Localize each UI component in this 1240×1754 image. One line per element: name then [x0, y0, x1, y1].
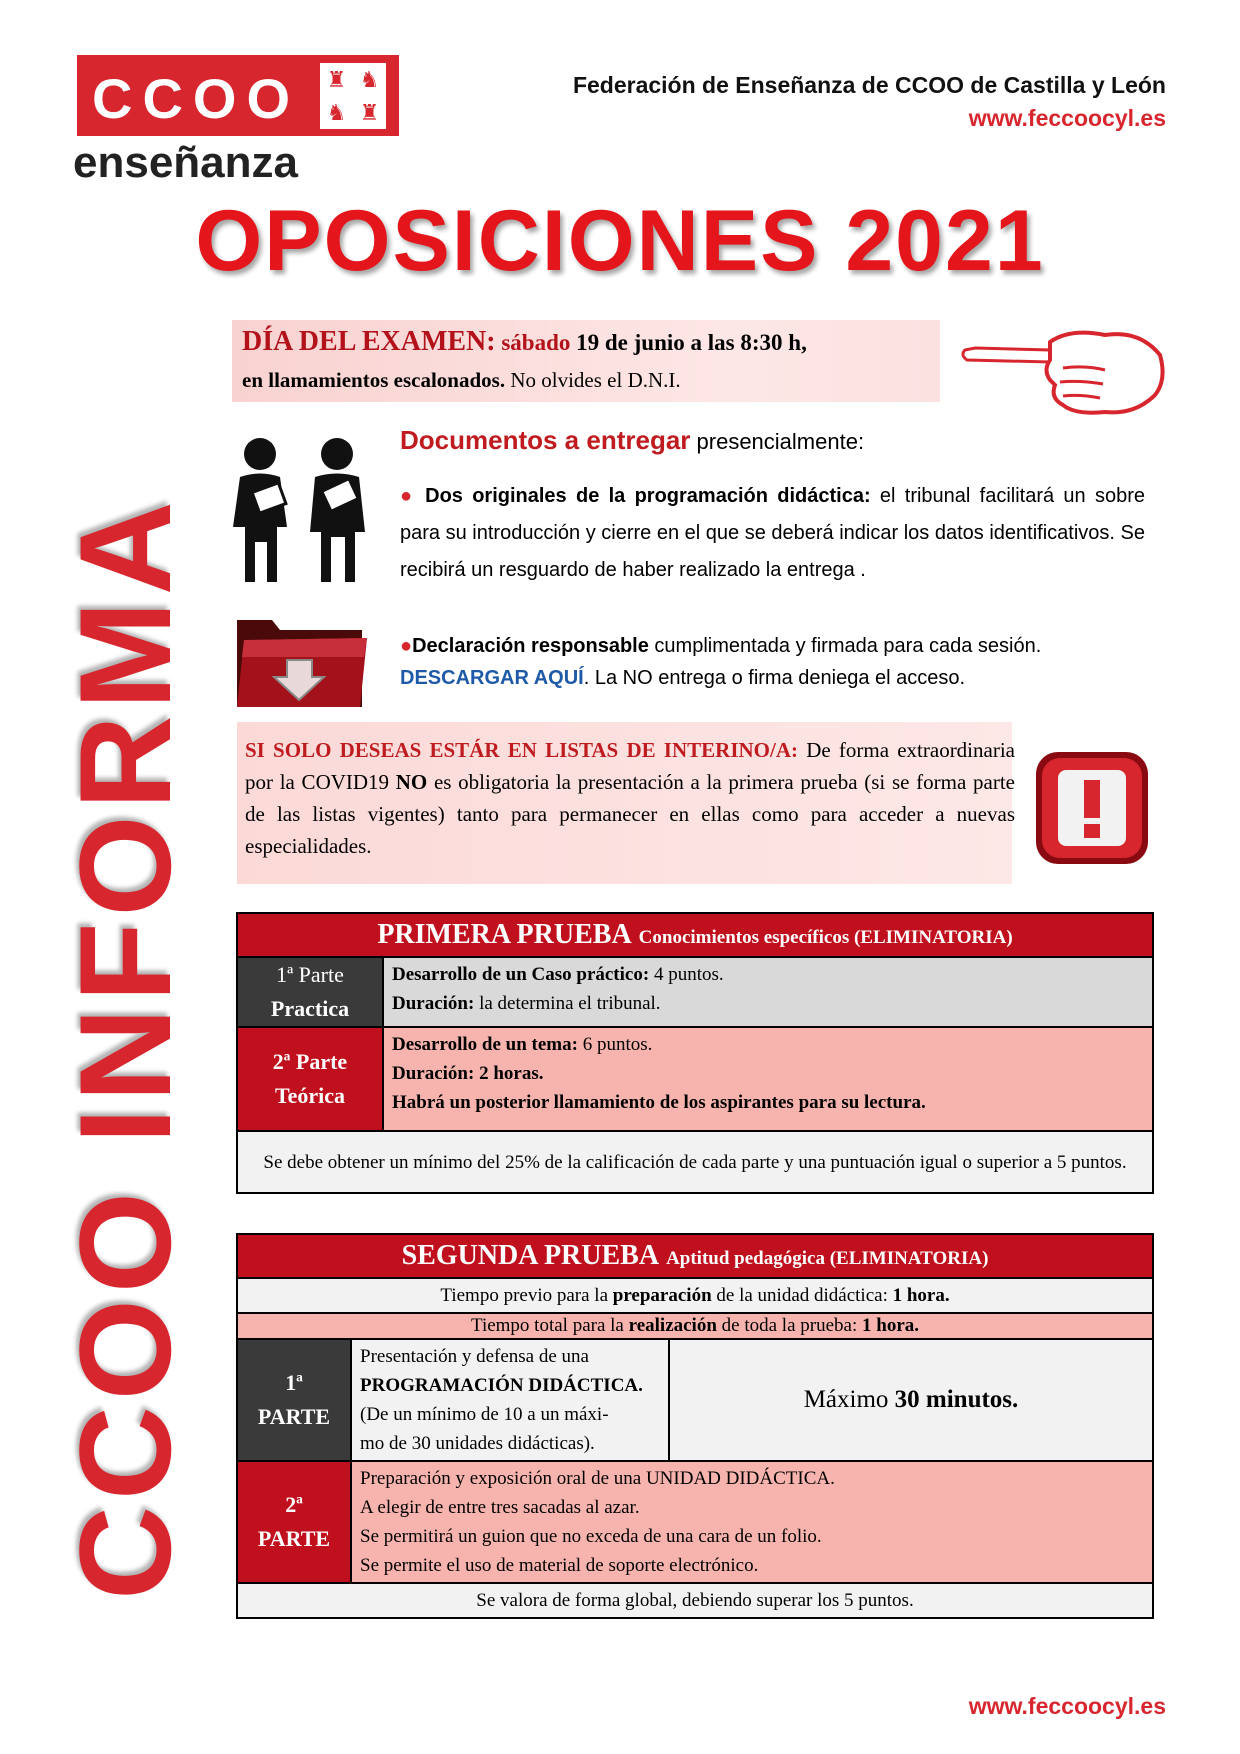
exam-day-line2: en llamamientos escalonados. No olvides el D.N.I.: [242, 368, 681, 392]
documents-item-programacion: ● Dos originales de la programación didáctica: el tribunal facilitará un sobre para su introducción y cierre en el que se deberá indicar los datos identificativos. Se recibirá un resguardo de haber realizado la entrega .: [400, 485, 1146, 581]
documents-item-declaracion: ●Declaración responsable cumplimentada y firmada para cada sesión. DESCARGAR AQUÍ. La NO entrega o firma deniega el acceso.: [400, 635, 1042, 689]
logo-text: CCOO: [92, 67, 300, 130]
primera-prueba-table: [236, 912, 1154, 1194]
interino-notice: [237, 722, 1015, 884]
exam-day-box: [232, 320, 940, 402]
primera-part2-content: Desarrollo de un tema: 6 puntos. Duración: 2 horas. Habrá un posterior llamamiento de los aspirantes para su lectura.: [383, 1027, 1153, 1131]
segunda-part2-label: 2ª PARTE: [237, 1461, 351, 1583]
vertical-banner: CCOO INFORMA: [52, 495, 198, 1600]
primera-footer: Se debe obtener un mínimo del 25% de la calificación de cada parte y una puntuación igual o superior a 5 puntos.: [237, 1131, 1153, 1193]
warning-icon: [1032, 748, 1152, 873]
primera-part2-label: 2ª Parte Teórica: [237, 1027, 383, 1131]
primera-part1-content: Desarrollo de un Caso práctico: 4 puntos. Duración: la determina el tribunal.: [383, 957, 1153, 1027]
download-folder-icon: [232, 612, 372, 717]
segunda-part1-content: Presentación y defensa de una PROGRAMACIÓN DIDÁCTICA. (De un mínimo de 10 a un máxi- mo de 30 unidades didácticas).: [351, 1339, 669, 1461]
primera-part1-label: 1ª Parte Practica: [237, 957, 383, 1027]
people-documents-icon: [215, 432, 385, 597]
segunda-prueba-table: [236, 1233, 1154, 1619]
exam-day-label: DÍA DEL EXAMEN:: [242, 326, 496, 357]
bullet-icon: ●: [400, 485, 426, 507]
segunda-prueba-header: SEGUNDA PRUEBA Aptitud pedagógica (ELIMINATORIA): [237, 1234, 1153, 1278]
logo-subtitle: enseñanza: [73, 138, 298, 187]
pointing-hand-icon: [955, 320, 1175, 425]
documents-heading: Documentos a entregar presencialmente:: [400, 425, 865, 455]
download-link[interactable]: DESCARGAR AQUÍ: [400, 667, 584, 689]
exam-date: 19 de junio a las 8:30 h,: [576, 330, 807, 355]
segunda-realizacion-row: Tiempo total para la realización de toda la prueba: 1 hora.: [237, 1313, 1153, 1339]
segunda-part1-label: 1ª PARTE: [237, 1339, 351, 1461]
segunda-preparacion-row: Tiempo previo para la preparación de la unidad didáctica: 1 hora.: [237, 1278, 1153, 1313]
segunda-part1-max: Máximo 30 minutos.: [669, 1339, 1153, 1461]
exam-weekday: sábado: [501, 330, 571, 355]
interino-text: SI SOLO DESEAS ESTÁR EN LISTAS DE INTERINO/A: De forma extraordinaria por la COVID19 NO es obligatoria la presentación a la primera prueba (si se forma parte de las listas vigentes) tanto para permanecer en ellas como para acceder a nuevas especialidades.: [245, 738, 1015, 858]
website-link-top[interactable]: www.feccoocyl.es: [968, 105, 1166, 131]
segunda-part2-content: Preparación y exposición oral de una UNIDAD DIDÁCTICA. A elegir de entre tres sacadas al azar. Se permitirá un guion que no exceda de una cara de un folio. Se permite el uso de material de soporte electrónico.: [351, 1461, 1153, 1583]
castilla-leon-shield-icon: ♜ ♞ ♞ ♜: [320, 63, 386, 129]
segunda-footer: Se valora de forma global, debiendo superar los 5 puntos.: [237, 1583, 1153, 1618]
exam-day-line1: [242, 326, 807, 358]
federation-name: Federación de Enseñanza de CCOO de Castilla y León: [572, 72, 1166, 98]
primera-prueba-header: PRIMERA PRUEBA Conocimientos específicos (ELIMINATORIA): [237, 913, 1153, 957]
page-title: OPOSICIONES 2021: [195, 193, 1045, 289]
bullet-icon: ●: [400, 635, 413, 657]
website-link-bottom[interactable]: www.feccoocyl.es: [968, 1693, 1166, 1719]
